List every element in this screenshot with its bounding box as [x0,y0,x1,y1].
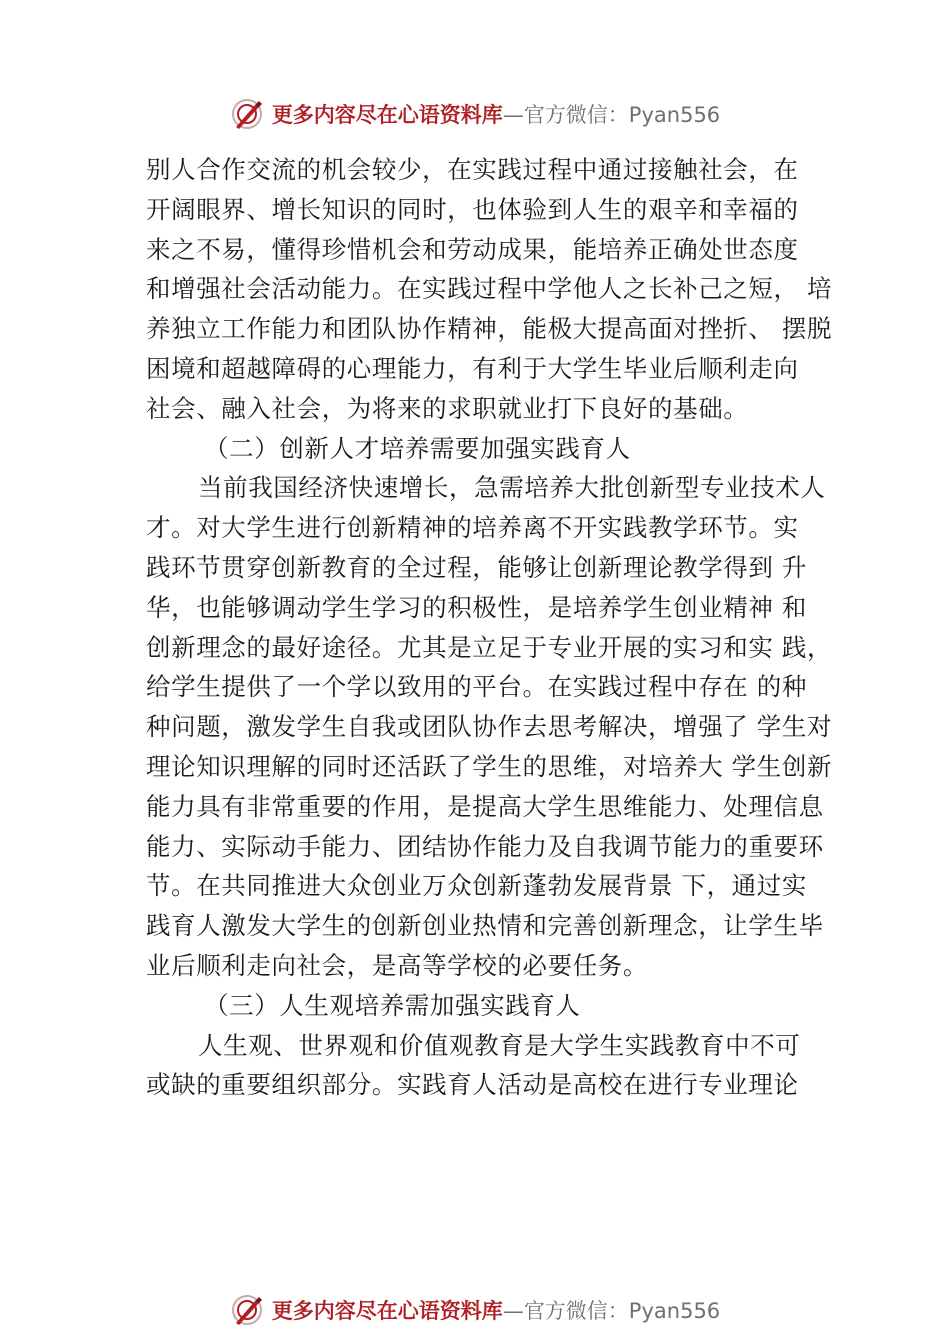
text-line: 理论知识理解的同时还活跃了学生的思维，对培养大 学生创新 [146,751,833,781]
text-line: 人生观、世界观和价值观教育是大学生实践教育中不可 [198,1030,801,1060]
document-body [146,150,832,1105]
text-line: 能力、实际动手能力、团结协作能力及自我调节能力的重要环 [146,831,824,861]
pen-logo-icon [230,1293,264,1327]
text-line: 别人合作交流的机会较少，在实践过程中通过接触社会，在 [146,155,799,184]
section-heading: （二）创新人才培养需要加强实践育人 [204,433,631,463]
text-line: 开阔眼界、增长知识的同时，也体验到人生的艰辛和幸福的 [146,194,799,224]
footer-banner [0,1290,950,1330]
text-line: 华，也能够调动学生学习的积极性，是培养学生创业精神 和 [146,592,807,622]
text-line: 养独立工作能力和团队协作精神，能极大提高面对挫折、 摆脱 [146,314,833,344]
text-line: 或缺的重要组织部分。实践育人活动是高校在进行专业理论 [146,1070,799,1100]
footer-brand-text: 更多内容尽在心语资料库 [271,1298,503,1323]
header-brand-text: 更多内容尽在心语资料库 [271,102,503,127]
text-line: 给学生提供了一个学以致用的平台。在实践过程中存在 的种 [146,672,807,702]
header-wechat-text: —官方微信：Pyan556 [502,103,721,127]
text-line: 才。对大学生进行创新精神的培养离不开实践教学环节。实 [146,513,799,543]
text-line: 践育人激发大学生的创新创业热情和完善创新理念，让学生毕 [146,911,824,941]
header-banner [0,94,950,134]
text-line: 困境和超越障碍的心理能力，有利于大学生毕业后顺利走向 [146,353,799,383]
text-line: 节。在共同推进大众创业万众创新蓬勃发展背景 下，通过实 [146,871,807,901]
section-heading: （三）人生观培养需加强实践育人 [204,990,581,1020]
text-line: 社会、融入社会，为将来的求职就业打下良好的基础。 [146,393,749,423]
text-line: 创新理念的最好途径。尤其是立足于专业开展的实习和实 践， [146,632,833,662]
text-line: 种问题，激发学生自我或团队协作去思考解决，增强了 学生对 [146,712,833,742]
text-line: 来之不易，懂得珍惜机会和劳动成果，能培养正确处世态度 [146,234,799,264]
pen-logo-icon [230,97,264,131]
text-line: 能力具有非常重要的作用，是提高大学生思维能力、处理信息 [146,791,824,821]
text-line: 当前我国经济快速增长，急需培养大批创新型专业技术人 [198,473,826,503]
footer-wechat-text: —官方微信：Pyan556 [502,1299,721,1323]
text-line: 践环节贯穿创新教育的全过程，能够让创新理论教学得到 升 [146,552,807,582]
text-line: 和增强社会活动能力。在实践过程中学他人之长补己之短， 培 [146,274,833,304]
text-line: 业后顺利走向社会，是高等学校的必要任务。 [146,950,648,980]
